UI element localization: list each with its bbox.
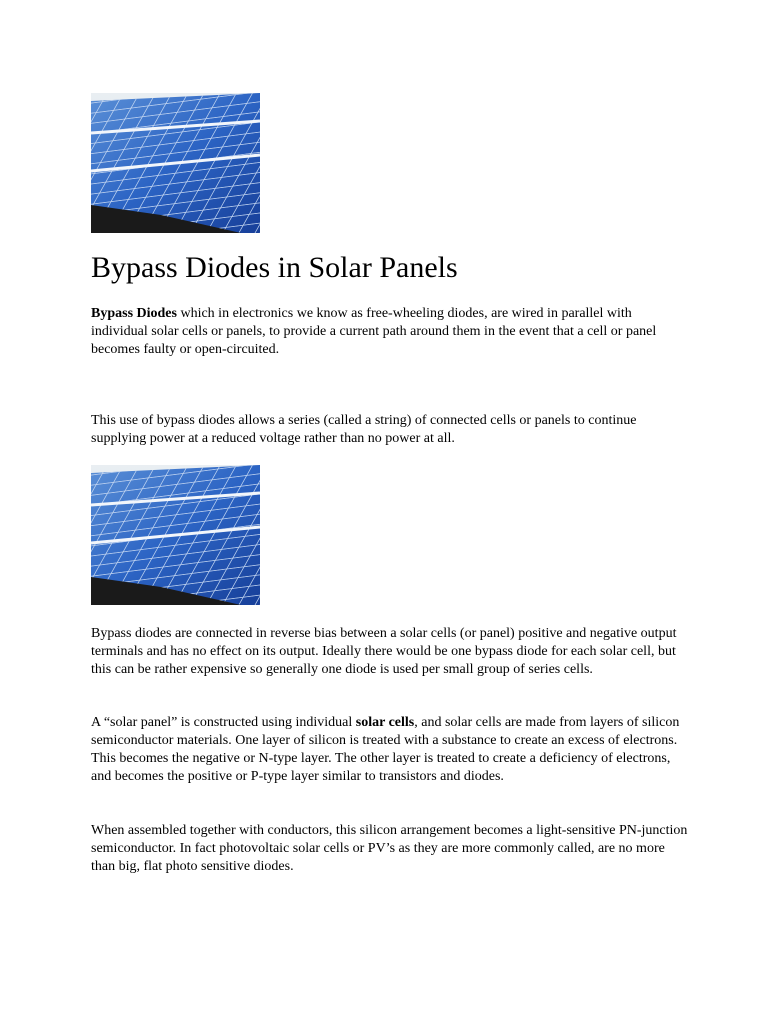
solar-panel-illustration <box>91 93 260 233</box>
term-bypass-diodes: Bypass Diodes <box>91 306 177 321</box>
solar-panel-image <box>91 93 260 233</box>
paragraph-pn-junction: When assembled together with conductors, this silicon arrangement becomes a light-sensitive PN-junction semiconductor. In fact photovoltaic solar cells or PV’s as they are more commonly called, are no more than big, flat photo sensitive diodes. <box>91 823 688 874</box>
paragraph-solar-panel-text: , and solar cells are made from layers of silicon semiconductor materials. One layer of silicon is treated with a substance to create an excess of electrons. This becomes the negative or N-type layer. The other layer is treated to create a deficiency of electrons, and becomes the positive or P-type layer similar to transistors and diodes. <box>91 715 680 784</box>
paragraph-reverse-bias: Bypass diodes are connected in reverse bias between a solar cells (or panel) positive and negative output terminals and has no effect on its output. Ideally there would be one bypass diode for each solar cell, but this can be rather expensive so generally one diode is used per small group of series cells. <box>91 626 677 677</box>
solar-panel-illustration <box>91 465 260 605</box>
solar-panel-image <box>91 465 260 605</box>
paragraph-solar-panel-lead: A “solar panel” is constructed using individual <box>91 715 356 730</box>
term-solar-cells: solar cells <box>355 715 415 730</box>
page-title: Bypass Diodes in Solar Panels <box>91 251 458 284</box>
paragraph-intro-text: which in electronics we know as free-wheeling diodes, are wired in parallel with individual solar cells or panels, to provide a current path around them in the event that a cell or panel becomes faulty or open-circuited. <box>91 306 657 357</box>
paragraph-series-use: This use of bypass diodes allows a series (called a string) of connected cells or panels to continue supplying power at a reduced voltage rather than no power at all. <box>91 413 637 446</box>
paragraph-intro <box>91 305 691 359</box>
paragraph-solar-panel <box>91 714 691 786</box>
